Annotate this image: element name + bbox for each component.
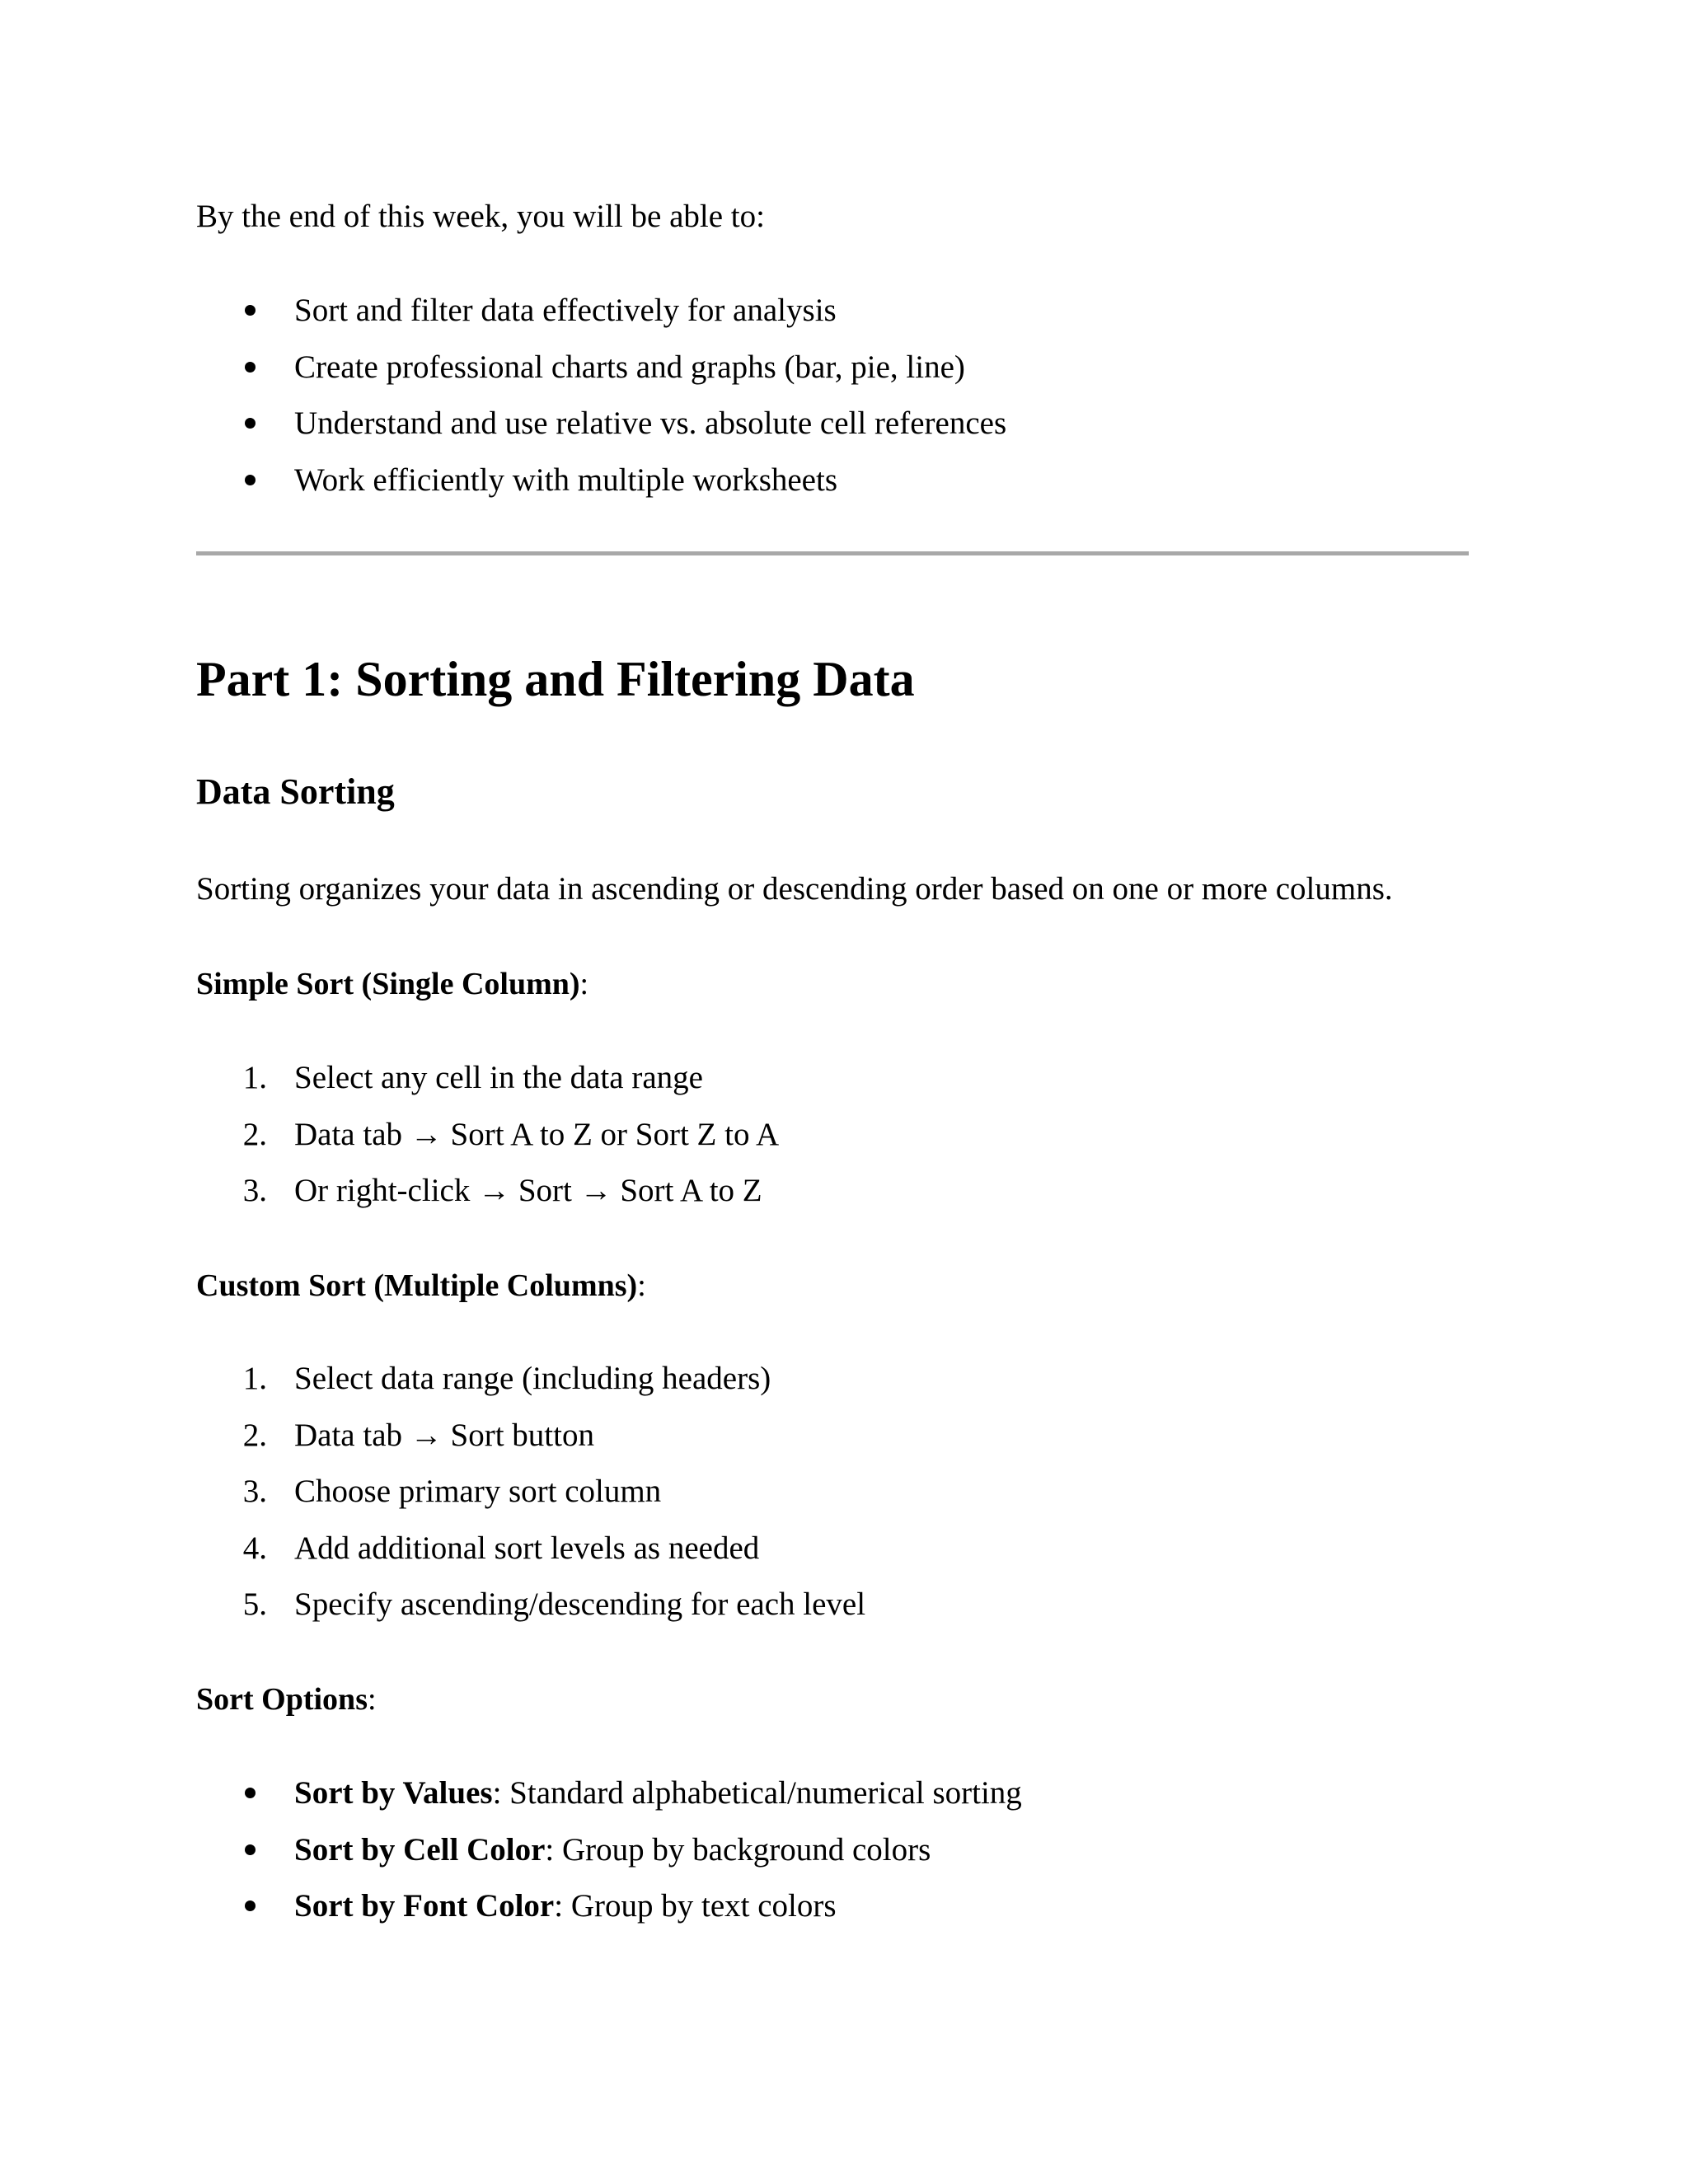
document-page: By the end of this week, you will be able to: Sort and filter data effectively for analysis Create professional charts and graphs (bar, pie, line) Understand and use relative vs. absolute cell references Work efficiently with multiple worksheets Part 1: Sorting and Filtering Data Data Sorting Sorting organizes your data in ascending or descending order based on one or more columns. Simple Sort (Single Column): 1. Select any cell in the data range 2. Data tab → Sort A to Z or Sort Z to A 3. Or right-click → Sort → Sort A to Z Custom Sort (Multiple Columns): 1. Select data range (including headers) 2. Data tab → Sort button 3. Choose primary sort column 4. Add additional sort levels as needed 5. Specify ascending/descending for each level Sort Options: Sort by Values: Standard alphabetical/numerical sorting Sort by Cell Color: Group by background colors Sort by Font Color: Group by text colors (0, 0, 1688, 2184)
horizontal-divider (196, 551, 1469, 555)
section-description: Sorting organizes your data in ascending or descending order based on one or more columns. (196, 871, 1393, 907)
bullet-icon (245, 362, 256, 373)
intro-text: By the end of this week, you will be able to: (196, 199, 765, 234)
simple-sort-heading: Simple Sort (Single Column): (196, 967, 589, 1001)
part-title: Part 1: Sorting and Filtering Data (196, 652, 915, 706)
bullet-icon (245, 475, 256, 485)
sort-options-heading: Sort Options: (196, 1682, 377, 1717)
bullet-icon (245, 1900, 256, 1911)
section-title: Data Sorting (196, 771, 395, 812)
bullet-icon (245, 305, 256, 316)
bullet-icon (245, 1788, 256, 1798)
custom-sort-heading: Custom Sort (Multiple Columns): (196, 1268, 646, 1303)
bullet-icon (245, 1844, 256, 1855)
bullet-icon (245, 418, 256, 429)
